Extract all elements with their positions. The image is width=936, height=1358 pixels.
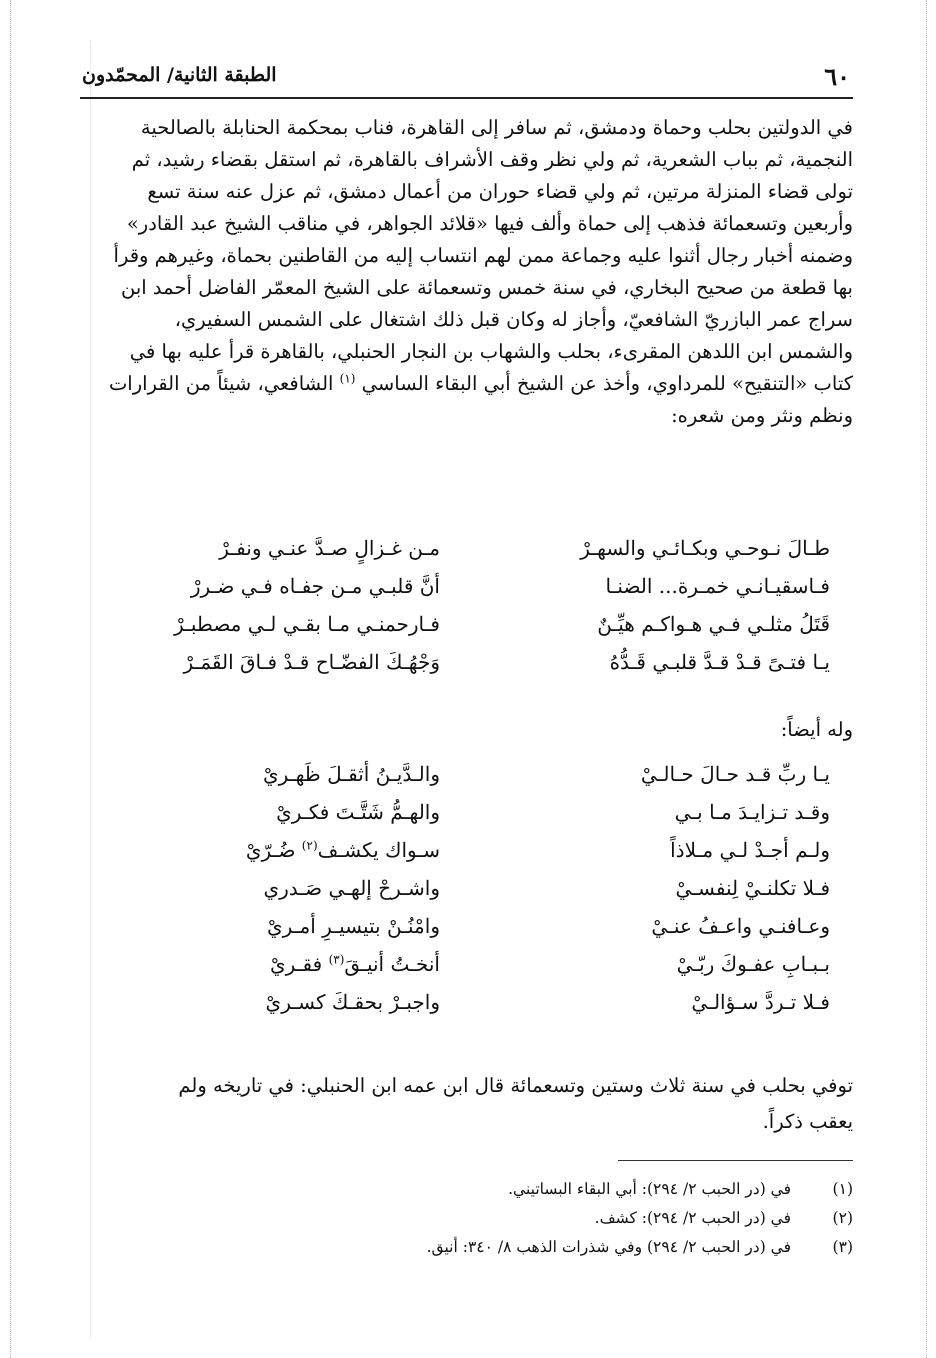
verse-first-hemistich: ولـم أجـدْ لـي مـلاذاً [670, 838, 830, 862]
hemistich-part: سـواك يكشـف [317, 838, 440, 862]
verse-first-hemistich: يـا ربِّ قـد حـالَ حـالـيْ [640, 762, 830, 786]
verse-first-hemistich: فـاسقيـانـي خمـرة... الضنـا [605, 574, 830, 598]
poem-verse [110, 574, 830, 612]
footnotes [80, 1180, 853, 1267]
body-line: في الدولتين بحلب وحماة ودمشق، ثم سافر إلى القاهرة، فناب بمحكمة الحنابلة بالصالحية [140, 116, 853, 139]
footnote [80, 1180, 853, 1209]
hemistich-part: ضُـرّيْ [245, 838, 302, 862]
poem-1 [110, 536, 830, 688]
footnote-text: في (در الحبب ٢/ ٢٩٤): كشف. [594, 1209, 791, 1227]
footnote-number: (١) [832, 1180, 853, 1198]
poem-verse [110, 914, 830, 952]
verse-second-hemistich: وامْنُـنْ بتيسيـرِ أمـريْ [267, 914, 440, 938]
verse-first-hemistich: فـلا تكلنـيْ لِنفسـيْ [675, 876, 830, 900]
footnote-ref-2: (٢) [301, 838, 318, 853]
closing-line: توفي بحلب في سنة ثلاث وستين وتسعمائة قال ابن عمه ابن الحنبلي: في تاريخه ولم [178, 1074, 853, 1097]
poem-2 [110, 762, 830, 1028]
footnote-number: (٢) [832, 1209, 853, 1227]
poem-verse [110, 838, 830, 876]
footnote-ref-1: (١) [339, 371, 356, 386]
footnote [80, 1238, 853, 1267]
verse-first-hemistich: يـا فتـىً قـدْ قـدَّ قلبـي قَـدُّهُ [609, 650, 830, 674]
hemistich-part: أنخـتُ أنيـقَ [344, 952, 440, 976]
verse-first-hemistich: قَتَلُ مثلـي فـي هـواكـم هيِّـنٌ [597, 612, 830, 636]
body-line: النجمية، ثم بباب الشعرية، ثم ولي نظر وقف الأشراف بالقاهرة، ثم استقل بقضاء رشيد، ثم [131, 148, 853, 171]
verse-first-hemistich: فـلا تـردَّ سـؤالـيْ [691, 990, 830, 1014]
closing-line: يعقب ذكراً. [762, 1110, 853, 1133]
body-line-part: كتاب «التنقيح» للمرداوي، وأخذ عن الشيخ أبي البقاء الساسي [361, 372, 853, 395]
scan-margin-line-left [10, 0, 11, 1358]
body-line: وأربعين وتسعمائة فذهب إلى حماة وألف فيها «قلائد الجواهر، في مناقب الشيخ عبد القادر» [126, 212, 853, 235]
verse-second-hemistich: والـدَّيـنُ أثقـلَ ظَهـريْ [263, 762, 440, 786]
body-line: بها قطعة من صحيح البخاري، في سنة خمس وتسعمائة على الشيخ المعمّر الفاضل أحمد ابن [121, 276, 853, 299]
verse-second-hemistich: مـن غـزالٍ صـدَّ عنـي ونفـرْ [219, 536, 440, 560]
verse-second-hemistich: وَجْهُـكَ الفضّـاح قـدْ فـاقَ القَمَـرْ [183, 650, 440, 674]
verse-second-hemistich [110, 838, 440, 862]
verse-second-hemistich: أنَّ قلبـي مـن جفـاه فـي ضـررْ [190, 574, 440, 598]
footnote-text: في (در الحبب ٢/ ٢٩٤): أبي البقاء البساتيني. [508, 1180, 791, 1198]
closing-paragraph [80, 1068, 853, 1140]
poem-verse [110, 650, 830, 688]
poem-2-intro: وله أيضاً: [780, 718, 853, 741]
body-line: سراج عمر البازريّ الشافعيّ، وأجاز له وكان قبل ذلك اشتغال على الشمس السفيري، [174, 308, 853, 331]
body-paragraph [80, 112, 853, 432]
verse-second-hemistich: والهـمُّ شَتَّـتَ فكـريْ [276, 800, 440, 824]
verse-second-hemistich [110, 952, 440, 976]
poem-verse [110, 876, 830, 914]
poem-verse [110, 612, 830, 650]
running-title: الطبقة الثانية/ المحمّدون [82, 64, 277, 86]
poem-verse [110, 800, 830, 838]
page-header [78, 58, 854, 92]
verse-first-hemistich: طـالَ نـوحـي وبكـائـي والسهـرْ [580, 536, 830, 560]
verse-second-hemistich: واشـرحْ إلهـي صَـدري [263, 876, 440, 900]
hemistich-part: فقـريْ [269, 952, 329, 976]
scan-margin-line-right [926, 0, 927, 1358]
footnote-number: (٣) [832, 1238, 853, 1256]
poem-verse [110, 952, 830, 990]
verse-second-hemistich: فـارحمنـي مـا بقـي لـي مصطبـرْ [174, 612, 440, 636]
body-line-part: الشافعي، شيئاً من القرارات [108, 372, 334, 395]
body-line: وضمنه أخبار رجال أثنوا عليه وجماعة ممن لهم انتساب إليه من القاطنين بحماة، وغيرهم وقرأ [113, 244, 853, 267]
body-line: ونظم ونثر ومن شعره: [671, 404, 853, 427]
poem-verse [110, 990, 830, 1028]
footnote [80, 1209, 853, 1238]
body-line: والشمس ابن اللدهن المقرىء، بحلب والشهاب بن النجار الحنبلي، بالقاهرة قرأ عليه بها في [129, 340, 853, 363]
page-number: ٦٠ [824, 62, 850, 91]
verse-first-hemistich: وعـافنـي واعـفُ عنـيْ [651, 914, 830, 938]
footnote-separator [618, 1160, 853, 1161]
verse-second-hemistich: واجبـرْ بحقـكَ كسـريْ [265, 990, 440, 1014]
body-line: تولى قضاء المنزلة مرتين، ثم ولي قضاء حوران من أعمال دمشق، ثم عزل عنه سنة تسع [147, 180, 853, 203]
footnote-text: في (در الحبب ٢/ ٢٩٤) وفي شذرات الذهب ٨/ ٣٤٠: أنيق. [426, 1238, 791, 1256]
body-line [80, 368, 853, 400]
poem-verse [110, 536, 830, 574]
footnote-ref-3: (٣) [328, 952, 345, 967]
poem-verse [110, 762, 830, 800]
verse-first-hemistich: وقـد تـزايـدَ مـا بـي [674, 800, 830, 824]
verse-first-hemistich: بـبـابِ عفـوكَ ربّـيْ [676, 952, 830, 976]
header-rule [80, 97, 853, 99]
